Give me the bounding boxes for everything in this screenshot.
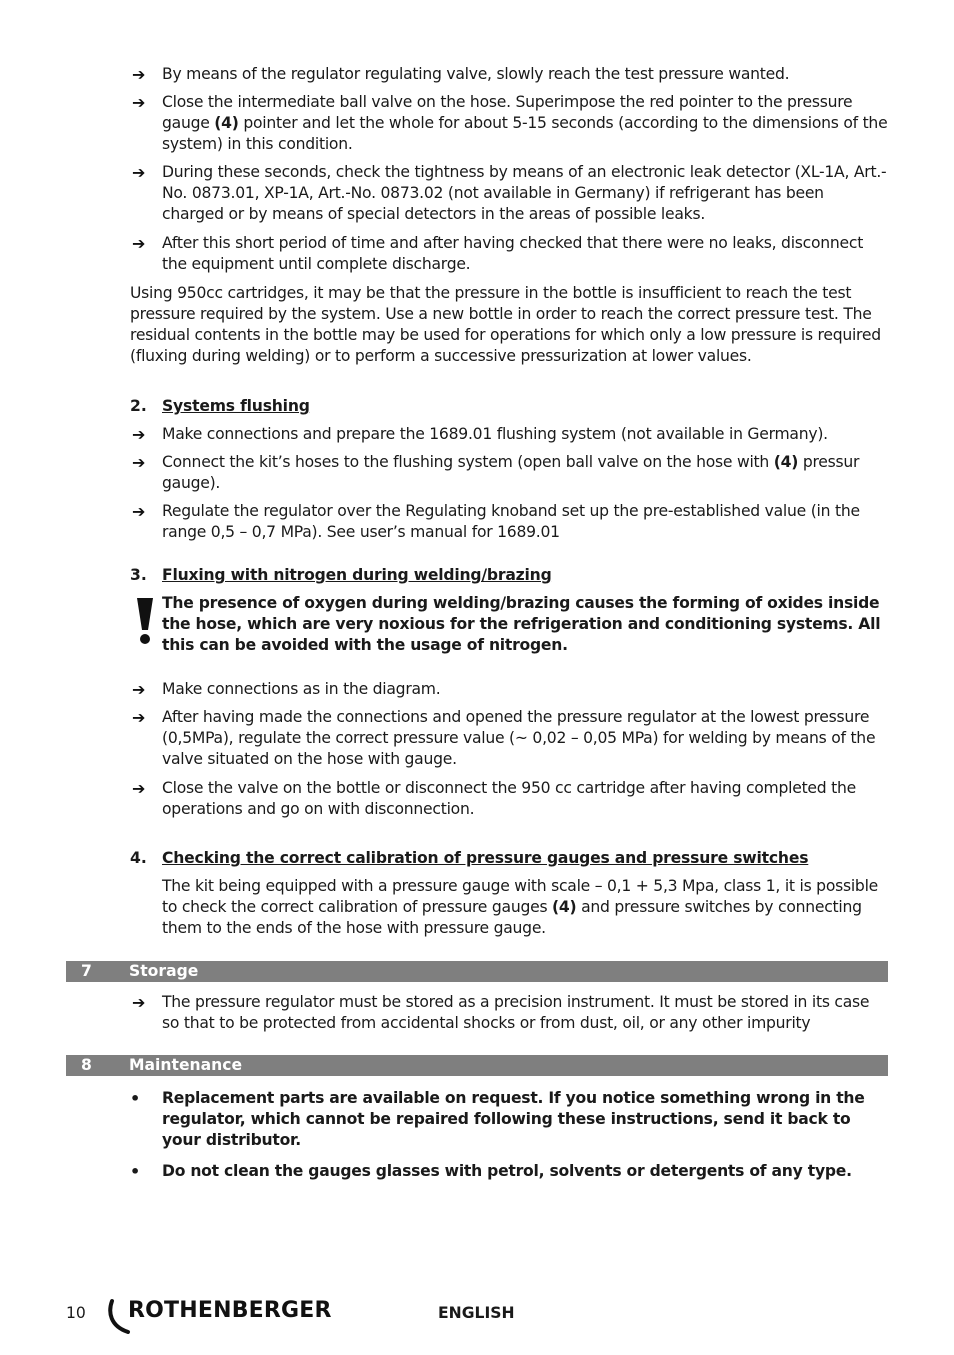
section-title: Fluxing with nitrogen during welding/brazing bbox=[162, 566, 552, 584]
section-number: 4. bbox=[130, 849, 147, 867]
list-item: Make connections and prepare the 1689.01 flushing system (not available in Germany). bbox=[162, 425, 828, 443]
bullet-icon: • bbox=[130, 1089, 141, 1108]
list-item: By means of the regulator regulating valve, slowly reach the test pressure wanted. bbox=[162, 65, 790, 83]
section-header-number: 7 bbox=[81, 962, 92, 980]
arrow-icon: ➔ bbox=[132, 708, 146, 727]
list-item: Regulate the regulator over the Regulating knoband set up the pre-established value (in the range 0,5 – 0,7 MPa). See user’s manual for 1689.01 bbox=[162, 502, 860, 541]
arrow-icon: ➔ bbox=[132, 93, 146, 112]
arrow-icon: ➔ bbox=[132, 425, 146, 444]
arrow-icon: ➔ bbox=[132, 502, 146, 521]
section-header-maintenance bbox=[66, 1055, 888, 1076]
section-header-storage bbox=[66, 961, 888, 982]
arrow-icon: ➔ bbox=[132, 680, 146, 699]
section-title: Systems flushing bbox=[162, 397, 310, 415]
section-header-title: Maintenance bbox=[129, 1056, 243, 1074]
arrow-icon: ➔ bbox=[132, 453, 146, 472]
section-number: 2. bbox=[130, 397, 147, 415]
page-number: 10 bbox=[66, 1304, 86, 1322]
list-item: Close the valve on the bottle or disconnect the 950 cc cartridge after having completed the operations and go on with disconnection. bbox=[162, 779, 856, 818]
list-item: After this short period of time and after having checked that there were no leaks, disconnect the equipment until complete discharge. bbox=[162, 234, 864, 273]
warning-text: The presence of oxygen during welding/brazing causes the forming of oxides inside the hose, which are very noxious for the refrigeration and conditioning systems. All this can be avoided with the usage of nitrogen. bbox=[162, 594, 881, 654]
brand-name: ROTHENBERGER bbox=[128, 1298, 332, 1323]
bullet-item: Replacement parts are available on request. If you notice something wrong in the regulator, which cannot be repaired following these instructions, send it back to your distributor. bbox=[162, 1089, 865, 1149]
section-paragraph: The kit being equipped with a pressure gauge with scale – 0,1 + 5,3 Mpa, class 1, it is possible to check the correct calibration of pressure gauges (4) and pressure switches by connecting them to the ends of the hose with pressure gauge. bbox=[162, 877, 879, 937]
list-item: Make connections as in the diagram. bbox=[162, 680, 441, 698]
bullet-icon: • bbox=[130, 1162, 141, 1181]
section-number: 3. bbox=[130, 566, 147, 584]
exclamation-icon bbox=[134, 596, 156, 646]
arrow-icon: ➔ bbox=[132, 163, 146, 182]
list-item: Connect the kit’s hoses to the flushing system (open ball valve on the hose with (4) pressur gauge). bbox=[162, 453, 860, 492]
language-label: ENGLISH bbox=[438, 1304, 515, 1322]
brand-logo bbox=[106, 1298, 346, 1334]
bullet-item: Do not clean the gauges glasses with petrol, solvents or detergents of any type. bbox=[162, 1162, 852, 1180]
cartridge-paragraph: Using 950cc cartridges, it may be that the pressure in the bottle is insufficient to reach the test pressure required by the system. Use a new bottle in order to reach the correct pressure test. The residual contents in the bottle may be used for operations for which only a low pressure is required (fluxing during welding) or to perform a successive pressurization at lower values. bbox=[130, 284, 881, 365]
list-item: Close the intermediate ball valve on the hose. Superimpose the red pointer to the pressure gauge (4) pointer and let the whole for about 5-15 seconds (according to the dimensions of the system) in this condition. bbox=[162, 93, 888, 153]
section-header-title: Storage bbox=[129, 962, 199, 980]
arrow-icon: ➔ bbox=[132, 234, 146, 253]
arrow-icon: ➔ bbox=[132, 65, 146, 84]
arrow-icon: ➔ bbox=[132, 993, 146, 1012]
arrow-icon: ➔ bbox=[132, 779, 146, 798]
list-item: During these seconds, check the tightness by means of an electronic leak detector (XL-1A, Art.-No. 0873.01, XP-1A, Art.-No. 0873.02 (not available in Germany) if refrigerant has been charged or by means of special detectors in the areas of possible leaks. bbox=[162, 163, 887, 223]
list-item: The pressure regulator must be stored as a precision instrument. It must be stored in its case so that to be protected from accidental shocks or from dust, oil, or any other impurity bbox=[162, 993, 870, 1032]
section-title: Checking the correct calibration of pressure gauges and pressure switches bbox=[162, 849, 809, 867]
list-item: After having made the connections and opened the pressure regulator at the lowest pressure (0,5MPa), regulate the correct pressure value (~ 0,02 – 0,05 MPa) for welding by means of the valve situated on the hose with gauge. bbox=[162, 708, 876, 768]
section-header-number: 8 bbox=[81, 1056, 92, 1074]
